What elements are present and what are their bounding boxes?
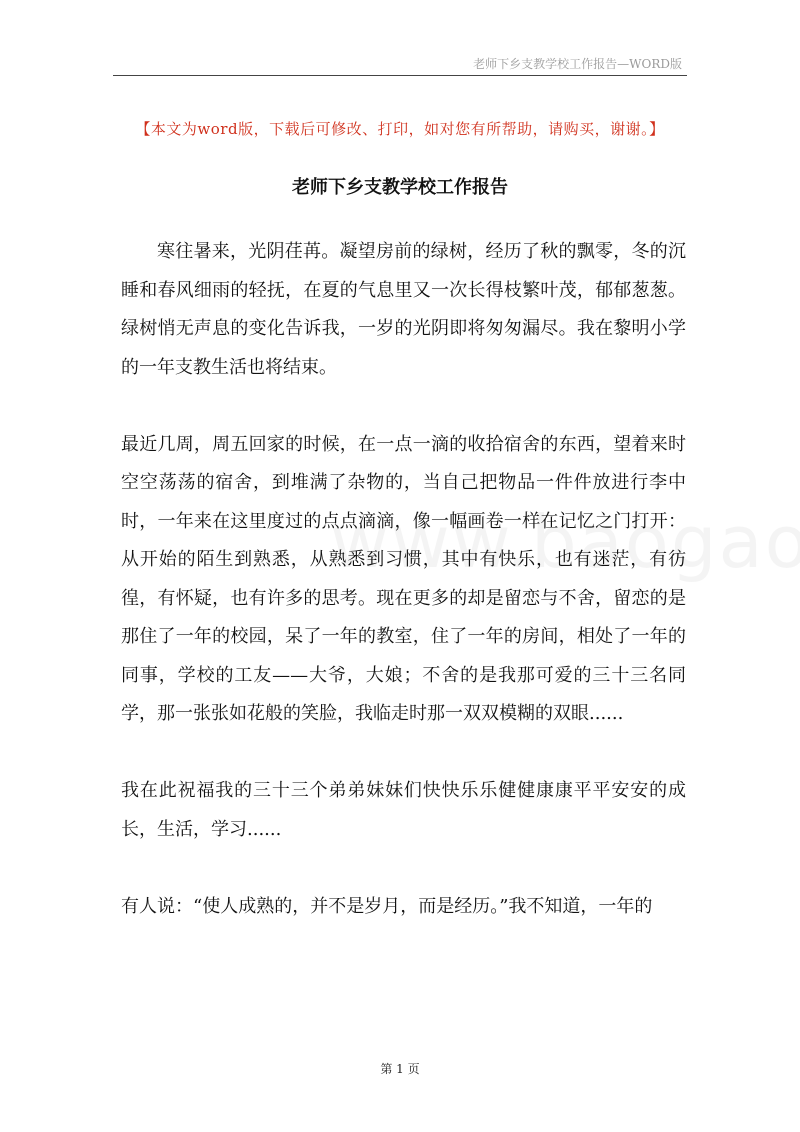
running-header: 老师下乡支教学校工作报告—WORD版 — [473, 57, 682, 71]
page-number: 第 1 页 — [380, 1062, 420, 1076]
document-title: 老师下乡支教学校工作报告 — [292, 177, 508, 198]
paragraph-1: 寒往暑来，光阴荏苒。凝望房前的绿树，经历了秋的飘零，冬的沉睡和春风细雨的轻抚，在夏的气息里又一次长得枝繁叶茂，郁郁葱葱。绿树悄无声息的变化告诉我，一岁的光阴即将匆匆漏尽。我在黎明小学的一年支教生活也将结束。 — [121, 241, 686, 378]
header-divider — [113, 75, 687, 76]
paragraph-3: 我在此祝福我的三十三个弟弟妹妹们快快乐乐健健康康平平安安的成长，生活，学习...... — [121, 780, 686, 840]
paragraph-4: 有人说：“使人成熟的，并不是岁月，而是经历。”我不知道，一年的 — [121, 895, 653, 917]
purchase-notice: 【本文为word版，下载后可修改、打印，如对您有所帮助，请购买，谢谢。】 — [135, 120, 665, 138]
document-body — [121, 233, 686, 965]
paragraph-2: 最近几周，周五回家的时候，在一点一滴的收拾宿舍的东西，望着来时空空荡荡的宿舍，到堆满了杂物的，当自己把物品一件件放进行李中时，一年来在这里度过的点点滴滴，像一幅画卷一样在记忆之门打开：从开始的陌生到熟悉，从熟悉到习惯，其中有快乐，也有迷茫，有彷徨，有怀疑，也有许多的思考。现在更多的却是留恋与不舍，留恋的是那住了一年的校园，呆了一年的教室，住了一年的房间，相处了一年的同事，学校的工友——大爷，大娘；不舍的是我那可爱的三十三名同学，那一张张如花般的笑脸，我临走时那一双双模糊的双眼...... — [121, 433, 686, 724]
